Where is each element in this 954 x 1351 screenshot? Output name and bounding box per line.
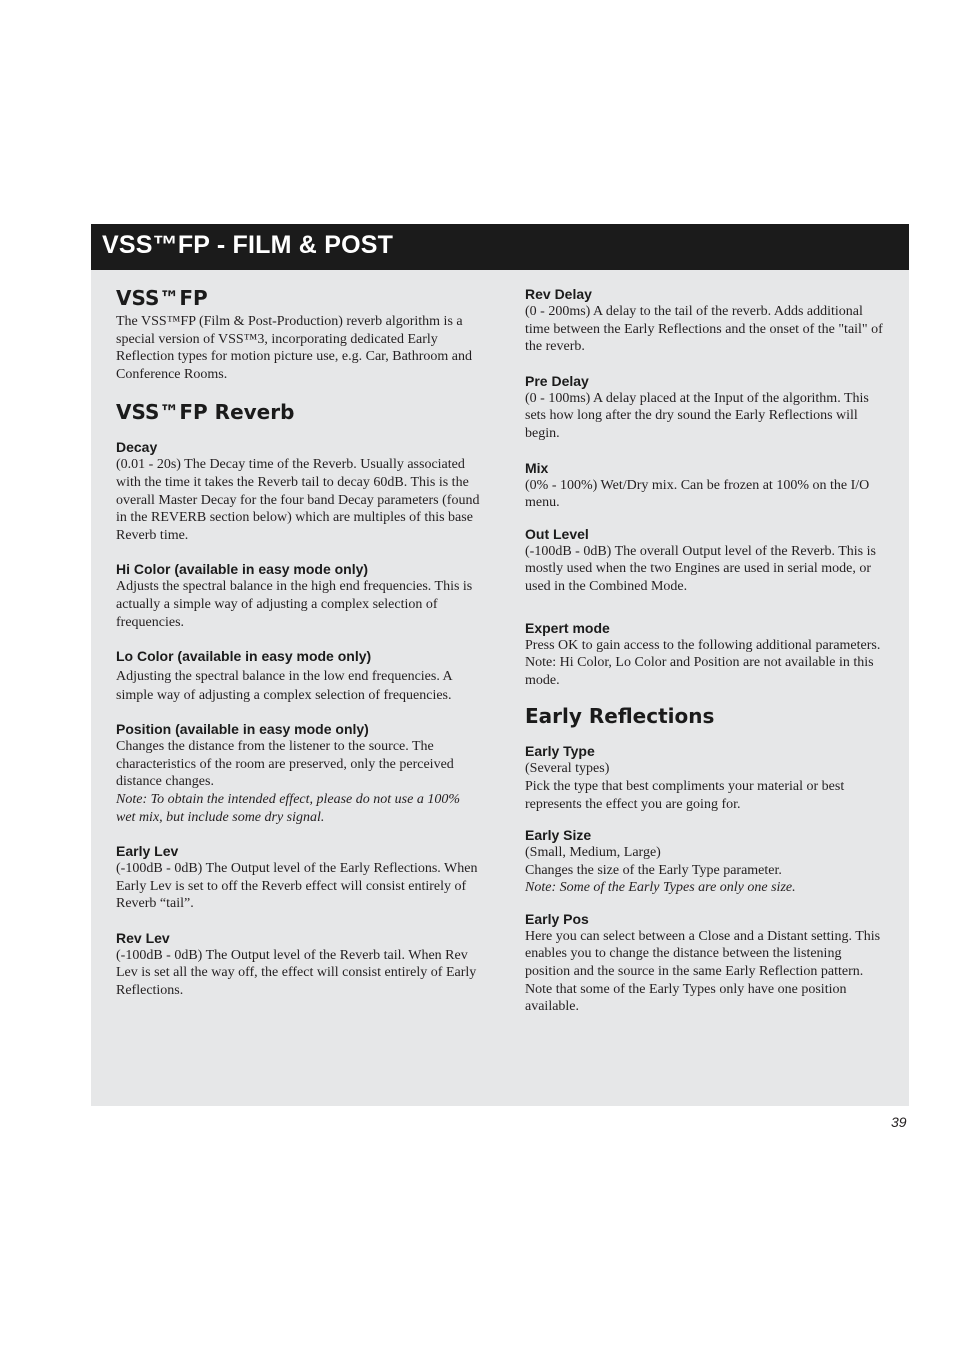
param-title-hi-color: Hi Color (available in easy mode only) <box>116 561 369 578</box>
param-body-mix: (0% - 100%) Wet/Dry mix. Can be frozen at 100% on the I/O menu. <box>525 477 870 511</box>
section-heading-vssfp: VSS™FP <box>116 286 208 310</box>
param-body-early-size: Changes the size of the Early Type parameter. <box>525 862 782 878</box>
param-title-rev-delay: Rev Delay <box>525 286 592 302</box>
param-body-expert-mode: Press OK to gain access to the following additional parameters. <box>525 637 881 653</box>
param-title-decay: Decay <box>116 439 158 456</box>
param-body-hi-color: Adjusts the spectral balance in the high end frequencies. This is actually a simple way of adjusting a complex selection of frequencies. <box>116 579 473 630</box>
right-column <box>525 286 887 1016</box>
param-note-early-size: Note: Some of the Early Types are only one size. <box>525 880 796 896</box>
param-title-lo-color: Lo Color (available in easy mode only) <box>116 648 372 665</box>
intro-paragraph: The VSS™FP (Film & Post-Production) reverb algorithm is a special version of VSS™3, incorporating dedicated Early Reflection types for motion picture use, e.g. Car, Bathroom and Conference Rooms. <box>116 314 472 382</box>
param-body-pre-delay: (0 - 100ms) A delay placed at the Input of the algorithm. This sets how long after the dry sound the Early Reflections will begin. <box>525 390 869 441</box>
param-body-lo-color: Adjusting the spectral balance in the low end frequencies. A simple way of adjusting a complex selection of frequencies. <box>116 669 452 703</box>
param-body-position: Changes the distance from the listener to the source. The characteristics of the room are preserved, only the perceived distance changes. <box>116 739 454 790</box>
param-note-position: Note: To obtain the intended effect, please do not use a 100% wet mix, but include some dry signal. <box>116 791 460 825</box>
param-title-mix: Mix <box>525 459 549 476</box>
param-title-out-level: Out Level <box>525 525 589 542</box>
section-heading-reverb: VSS™FP Reverb <box>116 400 295 425</box>
param-range-early-type: (Several types) <box>525 761 610 777</box>
title-banner <box>91 224 909 270</box>
param-title-expert-mode: Expert mode <box>525 619 610 636</box>
param-title-early-lev: Early Lev <box>116 843 179 860</box>
section-heading-early-reflections: Early Reflections <box>525 704 715 729</box>
param-title-position: Position (available in easy mode only) <box>116 721 369 738</box>
param-body-rev-delay: (0 - 200ms) A delay to the tail of the reverb. Adds additional time between the Early Reflections and the onset of the "tail" of the reverb. <box>525 304 883 355</box>
param-body-decay: (0.01 - 20s) The Decay time of the Reverb. Usually associated with the time it takes the Reverb tail to decay 60dB. This is the overall Master Decay for the four band Decay parameters (found in the REVERB section below) which are multiples of this base Reverb time. <box>116 457 480 543</box>
param-body-rev-lev: (-100dB - 0dB) The Output level of the Reverb tail. When Rev Lev is set all the way off, the effect will consist entirely of Early Reflections. <box>116 947 477 999</box>
param-title-early-pos: Early Pos <box>525 910 589 927</box>
param-body-early-lev: (-100dB - 0dB) The Output level of the Early Reflections. When Early Lev is set to off the Reverb effect will consist entirely of Reverb “tail”. <box>116 861 478 912</box>
param-note-expert-mode: Note: Hi Color, Lo Color and Position are not available in this mode. <box>525 655 874 688</box>
param-title-early-size: Early Size <box>525 827 592 844</box>
param-body-out-level: (-100dB - 0dB) The overall Output level of the Reverb. This is mostly used when the two Engines are used in serial mode, or used in the Combined Mode. <box>525 543 876 594</box>
param-body-early-type: Pick the type that best compliments your material or best represents the effect you are going for. <box>525 778 845 812</box>
page-number: 39 <box>891 1114 907 1130</box>
param-title-pre-delay: Pre Delay <box>525 372 589 389</box>
left-column <box>116 286 480 1000</box>
page-title: VSS™FP - FILM & POST <box>102 231 394 259</box>
param-title-rev-lev: Rev Lev <box>116 929 170 946</box>
param-range-early-size: (Small, Medium, Large) <box>525 845 661 861</box>
param-title-early-type: Early Type <box>525 743 595 760</box>
param-body-early-pos: Here you can select between a Close and a Distant setting. This enables you to change the distance between the listening position and the source in the same Early Reflection pattern. Note that some of the Early Types only have one position available. <box>525 928 881 1015</box>
